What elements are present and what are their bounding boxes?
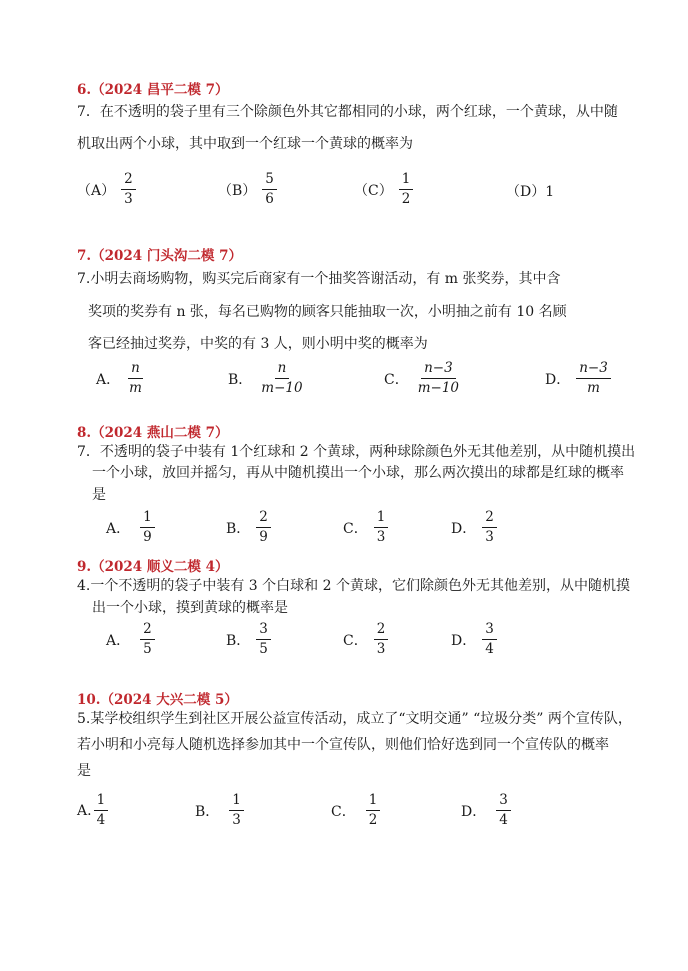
question-9-line-1: 4.一个不透明的袋子中装有 3 个白球和 2 个黄球，它们除颜色外无其他差别，从中随机摸 bbox=[77, 578, 630, 594]
option-fraction: $\frac{1}{2}$ bbox=[366, 793, 381, 828]
option-label: C． bbox=[343, 632, 368, 649]
option-fraction: $\frac{n}{m-10}$ bbox=[261, 360, 303, 396]
option-label: A． bbox=[106, 520, 131, 537]
question-7-line-1: 7.小明去商场购物，购买完后商家有一个抽奖答谢活动，有 m 张奖券，其中含 bbox=[77, 271, 561, 287]
question-6-option-a[interactable] bbox=[77, 172, 136, 207]
question-7-line-3: 客已经抽过奖券，中奖的有 3 人，则小明中奖的概率为 bbox=[88, 336, 428, 352]
question-6-option-b[interactable] bbox=[218, 172, 277, 207]
option-fraction: $\frac{3}{4}$ bbox=[496, 793, 511, 828]
question-9-option-c[interactable] bbox=[343, 622, 388, 657]
question-9-option-d[interactable] bbox=[451, 622, 497, 657]
question-9-header: 9.（2024 顺义二模 4） bbox=[77, 559, 229, 575]
question-10-line-1: 5.某学校组织学生到社区开展公益宣传活动，成立了“文明交通” “垃圾分类” 两个宣传队， bbox=[77, 711, 632, 727]
option-fraction: $\frac{1}{2}$ bbox=[399, 172, 414, 207]
option-label: B． bbox=[228, 371, 253, 388]
option-label: D． bbox=[461, 803, 487, 820]
question-10-header: 10.（2024 大兴二模 5） bbox=[77, 692, 238, 708]
question-10-line-2: 若小明和小亮每人随机选择参加其中一个宣传队，则他们恰好选到同一个宣传队的概率 bbox=[77, 737, 609, 753]
option-label: （C） bbox=[354, 182, 393, 199]
question-7-header: 7.（2024 门头沟二模 7） bbox=[77, 248, 242, 264]
question-7-option-d[interactable] bbox=[545, 361, 611, 396]
option-label: A. bbox=[77, 802, 92, 819]
question-6-option-d[interactable] bbox=[506, 181, 554, 201]
question-7-option-a[interactable] bbox=[96, 361, 145, 396]
option-fraction: $\frac{1}{3}$ bbox=[229, 793, 244, 828]
question-7-line-2: 奖项的奖券有 n 张，每名已购物的顾客只能抽取一次，小明抽之前有 10 名顾 bbox=[88, 304, 567, 320]
option-fraction: $\frac{1}{9}$ bbox=[140, 510, 155, 545]
question-8-option-a[interactable] bbox=[106, 510, 155, 545]
question-7-option-b[interactable] bbox=[228, 361, 306, 396]
option-label: （A） bbox=[77, 182, 116, 199]
question-10-option-a[interactable] bbox=[77, 793, 108, 828]
question-8-line-3: 是 bbox=[92, 487, 106, 503]
option-label: C． bbox=[384, 371, 409, 388]
option-fraction: $\frac{1}{4}$ bbox=[94, 793, 109, 828]
question-8-option-b[interactable] bbox=[226, 510, 271, 545]
question-6-line-2: 机取出两个小球，其中取到一个红球一个黄球的概率为 bbox=[77, 136, 413, 152]
option-fraction: $\frac{2}{9}$ bbox=[256, 510, 271, 545]
question-6-header: 6.（2024 昌平二模 7） bbox=[77, 82, 229, 98]
option-fraction: $\frac{3}{4}$ bbox=[482, 622, 497, 657]
question-8-header: 8.（2024 燕山二模 7） bbox=[77, 425, 229, 441]
option-label: B． bbox=[226, 632, 251, 649]
option-fraction: $\frac{2}{3}$ bbox=[121, 172, 136, 207]
option-fraction: $\frac{1}{3}$ bbox=[374, 510, 389, 545]
question-9-option-b[interactable] bbox=[226, 622, 271, 657]
question-8-option-c[interactable] bbox=[343, 510, 388, 545]
question-6-option-c[interactable] bbox=[354, 172, 413, 207]
option-fraction: $\frac{2}{5}$ bbox=[140, 622, 155, 657]
question-10-option-d[interactable] bbox=[461, 793, 511, 828]
question-7-option-c[interactable] bbox=[384, 361, 462, 396]
option-label: C． bbox=[331, 803, 356, 820]
option-label: （D）1 bbox=[506, 184, 555, 200]
option-label: A． bbox=[106, 632, 131, 649]
question-10-option-c[interactable] bbox=[331, 793, 380, 828]
option-label: D． bbox=[451, 632, 477, 649]
option-fraction: $\frac{2}{3}$ bbox=[374, 622, 389, 657]
option-fraction: $\frac{2}{3}$ bbox=[482, 510, 497, 545]
option-fraction: $\frac{5}{6}$ bbox=[262, 172, 277, 207]
question-8-option-d[interactable] bbox=[451, 510, 497, 545]
question-10-line-3: 是 bbox=[77, 763, 91, 779]
option-fraction: $\frac{n-3}{m}$ bbox=[576, 361, 611, 396]
question-10-option-b[interactable] bbox=[195, 793, 244, 828]
option-fraction: $\frac{3}{5}$ bbox=[256, 622, 271, 657]
option-label: B． bbox=[226, 520, 251, 537]
option-label: B． bbox=[195, 803, 220, 820]
question-9-line-2: 出一个小球，摸到黄球的概率是 bbox=[92, 600, 288, 616]
option-label: D． bbox=[451, 520, 477, 537]
question-9-option-a[interactable] bbox=[106, 622, 155, 657]
question-6-line-1: 7．在不透明的袋子里有三个除颜色外其它都相同的小球，两个红球，一个黄球，从中随 bbox=[77, 104, 618, 120]
question-8-line-1: 7．不透明的袋子中装有 1个红球和 2 个黄球，两种球除颜色外无其他差别，从中随机摸出 bbox=[77, 444, 636, 460]
option-fraction: $\frac{n}{m}$ bbox=[129, 360, 142, 396]
option-label: D． bbox=[545, 371, 571, 388]
option-label: A． bbox=[96, 371, 121, 388]
option-label: （B） bbox=[218, 182, 257, 199]
question-8-line-2: 一个小球，放回并摇匀，再从中随机摸出一个小球，那么两次摸出的球都是红球的概率 bbox=[92, 465, 624, 481]
option-label: C． bbox=[343, 520, 368, 537]
option-fraction: $\frac{n-3}{m-10}$ bbox=[417, 360, 460, 396]
